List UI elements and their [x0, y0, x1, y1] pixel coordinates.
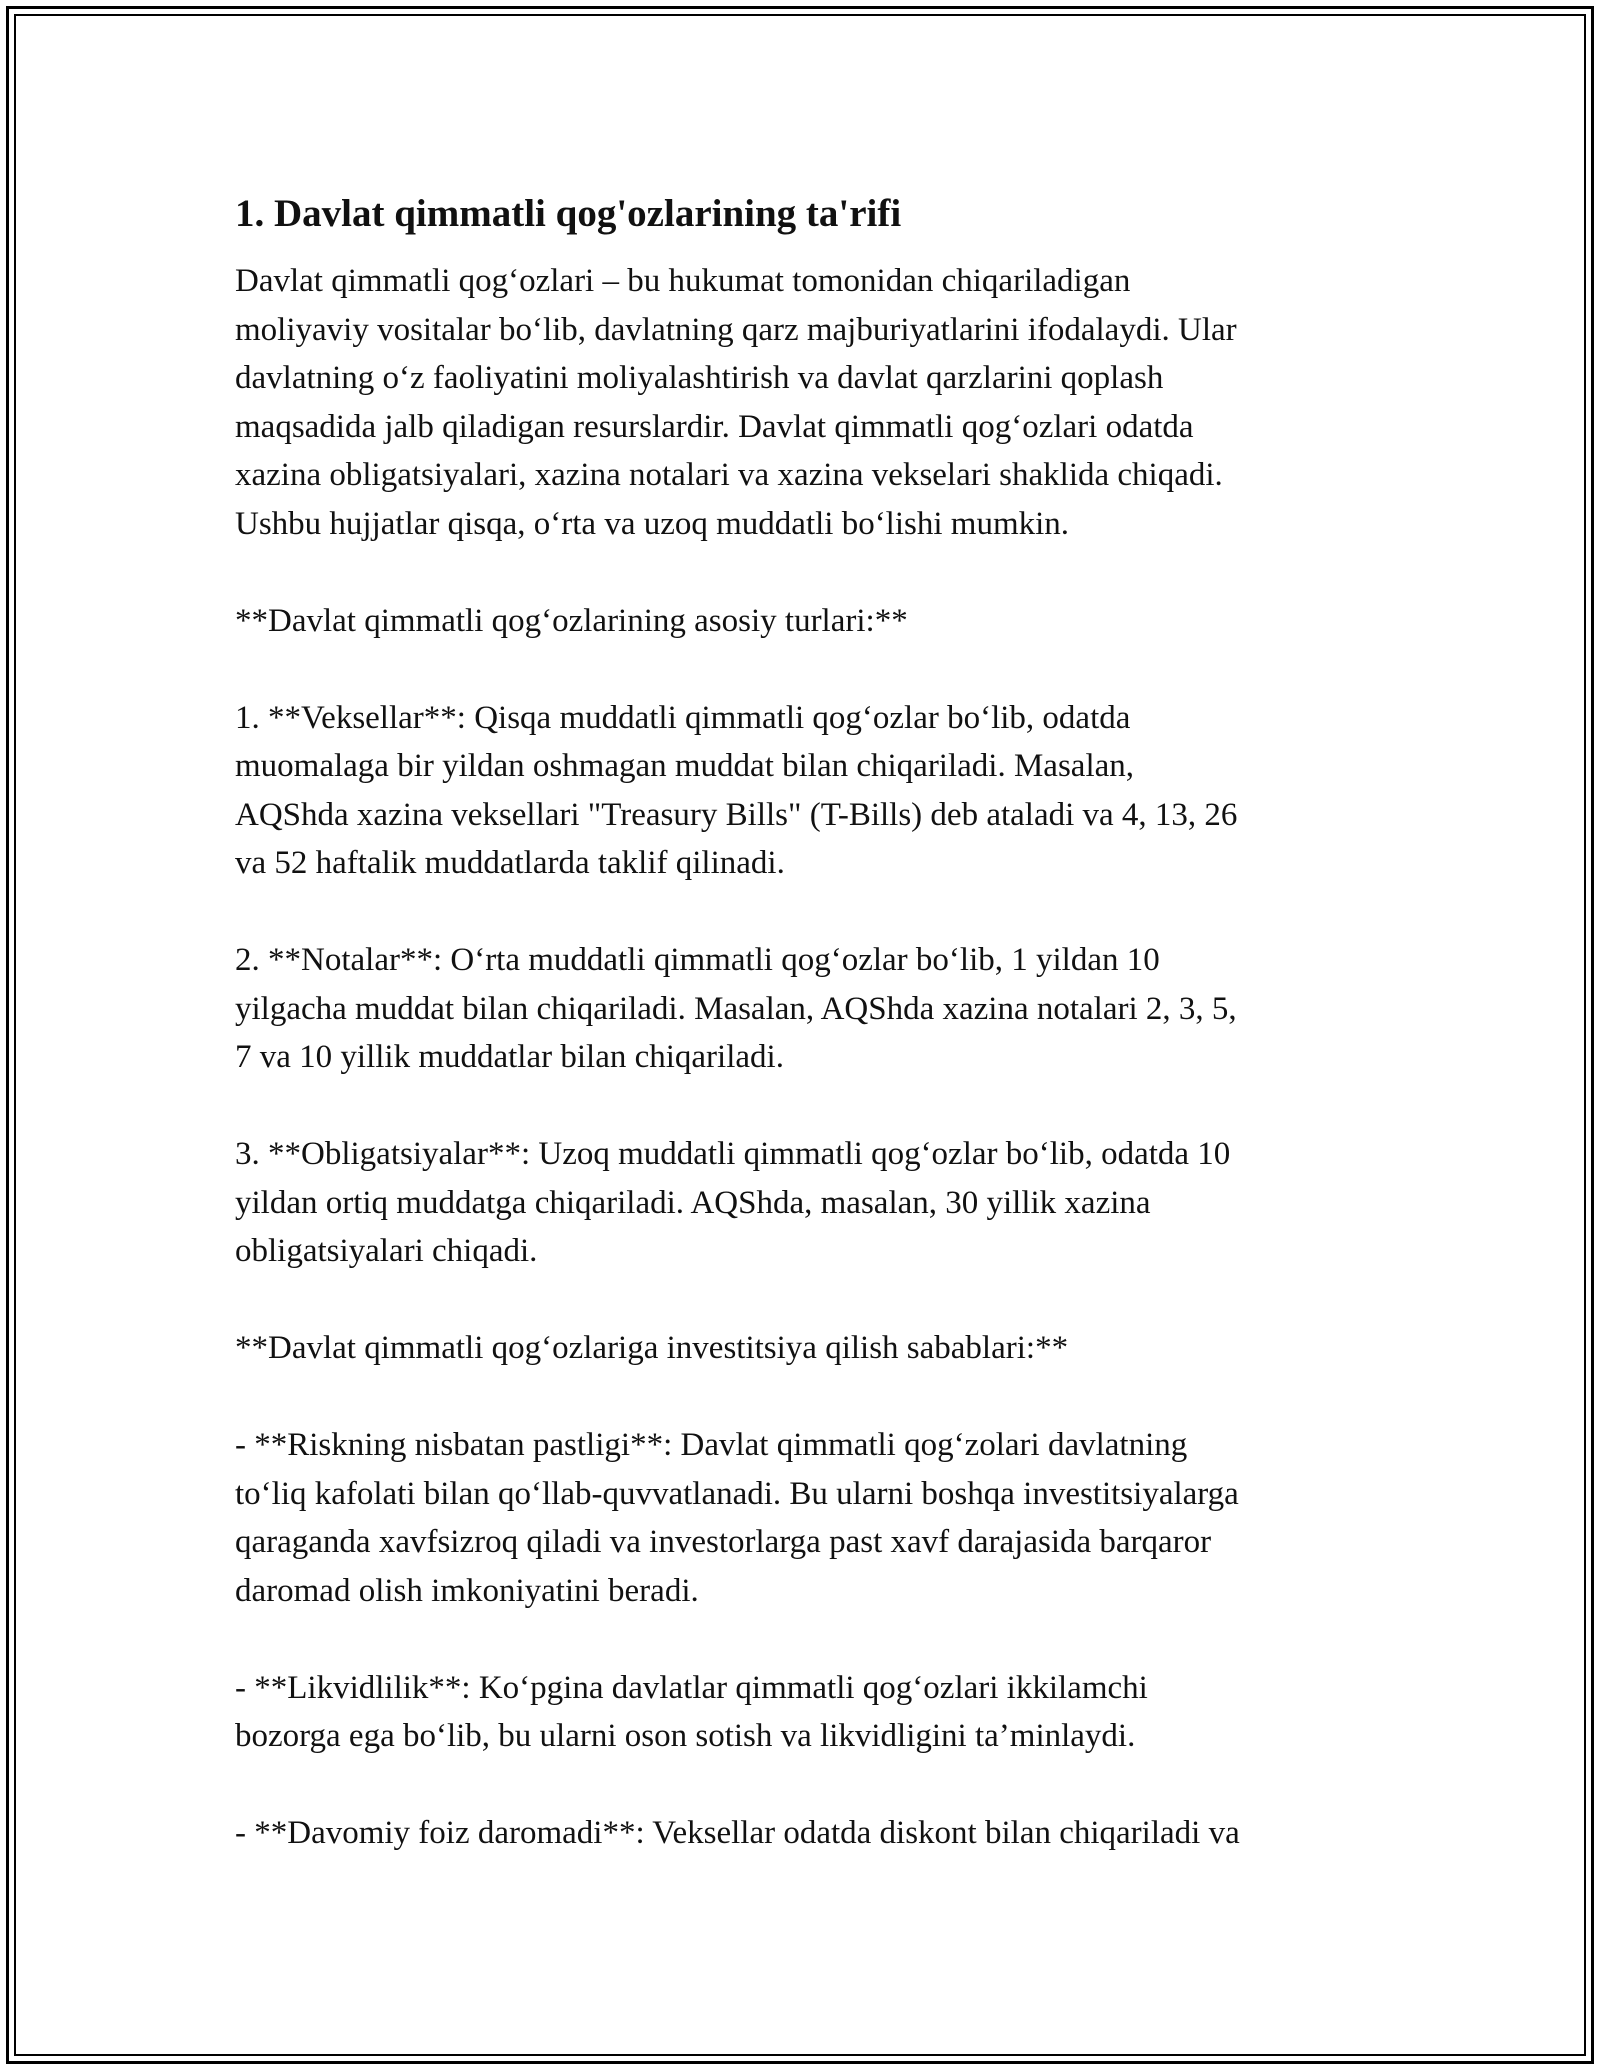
- paragraph-obligatsiyalar: 3. **Obligatsiyalar**: Uzoq muddatli qimmatli qog‘ozlar bo‘lib, odatda 10 yildan ortiq muddatga chiqariladi. AQShda, masalan, 30 yillik xazina obligatsiyalari chiqadi.: [235, 1136, 1231, 1269]
- document-body: [235, 185, 1375, 1858]
- paragraph-reasons-heading: **Davlat qimmatli qog‘ozlariga investitsiya qilish sabablari:**: [235, 1330, 1069, 1366]
- paragraph-definition: Davlat qimmatli qog‘ozlari – bu hukumat tomonidan chiqariladigan moliyaviy vositalar bo‘lib, davlatning qarz majburiyatlarini ifodalaydi. Ular davlatning o‘z faoliyatini moliyalashtirish va davlat qarzlarini qoplash maqsadida jalb qiladigan resurslardir. Davlat qimmatli qog‘ozlari odatda xazina obligatsiyalari, xazina notalari va xazina vekselari shaklida chiqadi. Ushbu hujjatlar qisqa, o‘rta va uzoq muddatli bo‘lishi mumkin.: [235, 263, 1237, 542]
- paragraph-veksellar: 1. **Veksellar**: Qisqa muddatli qimmatli qog‘ozlar bo‘lib, odatda muomalaga bir yildan oshmagan muddat bilan chiqariladi. Masalan, AQShda xazina veksellari "Treasury Bills" (T-Bills) deb ataladi va 4, 13, 26 va 52 haftalik muddatlarda taklif qilinadi.: [235, 699, 1238, 881]
- paragraph-notalar: 2. **Notalar**: O‘rta muddatli qimmatli qog‘ozlar bo‘lib, 1 yildan 10 yilgacha muddat bilan chiqariladi. Masalan, AQShda xazina notalari 2, 3, 5, 7 va 10 yillik muddatlar bilan chiqariladi.: [235, 942, 1237, 1075]
- paragraph-types-heading: **Davlat qimmatli qog‘ozlarining asosiy turlari:**: [235, 602, 908, 639]
- paragraph-liquidity: - **Likvidlilik**: Ko‘pgina davlatlar qimmatli qog‘ozlari ikkilamchi bozorga ega bo‘lib, bu ularni oson sotish va likvidligini ta’minlaydi.: [235, 1669, 1148, 1754]
- paragraph-risk: - **Riskning nisbatan pastligi**: Davlat qimmatli qog‘zolari davlatning to‘liq kafolati bilan qo‘llab-quvvatlanadi. Bu ularni boshqa investitsiyalarga qaraganda xavfsizroq qiladi va investorlarga past xavf darajasida barqaror daromad olish imkoniyatini beradi.: [235, 1427, 1239, 1609]
- section-title: 1. Davlat qimmatli qog'ozlarining ta'rifi: [235, 192, 902, 235]
- paragraph-interest-income: - **Davomiy foiz daromadi**: Veksellar odatda diskont bilan chiqariladi va: [235, 1815, 1240, 1851]
